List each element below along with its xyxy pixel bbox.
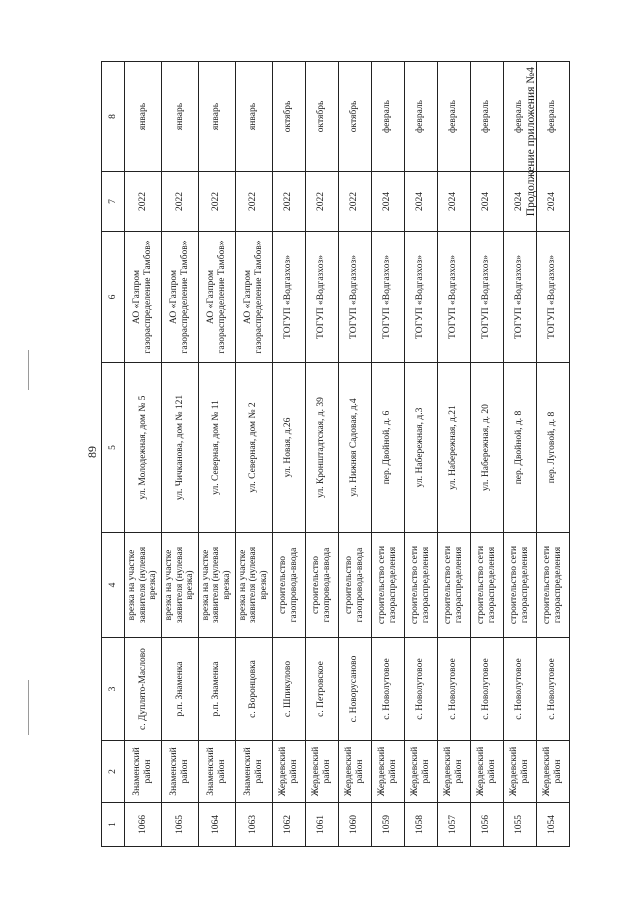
row-number-cell: 1063 <box>235 803 272 847</box>
document-page <box>85 57 563 847</box>
row-number-cell: 1059 <box>371 803 404 847</box>
table-row <box>404 62 437 847</box>
settlement-cell: с. Новолутовое <box>371 638 404 741</box>
table-row <box>470 62 503 847</box>
organization-cell: ТОГУП «Водгазхоз» <box>503 232 536 363</box>
settlement-cell: с. Воронцовка <box>235 638 272 741</box>
year-cell: 2022 <box>125 172 162 232</box>
year-cell: 2022 <box>161 172 198 232</box>
address-cell: пер. Двойной, д. 8 <box>503 363 536 533</box>
year-cell: 2022 <box>338 172 371 232</box>
settlement-cell: с. Новолутовое <box>536 638 569 741</box>
organization-cell: ТОГУП «Водгазхоз» <box>470 232 503 363</box>
district-cell: Знаменский район <box>125 741 162 803</box>
page-number: 89 <box>85 446 99 458</box>
month-cell: январь <box>198 62 235 172</box>
table-row <box>272 62 305 847</box>
month-cell: январь <box>161 62 198 172</box>
table-row <box>437 62 470 847</box>
month-cell: февраль <box>536 62 569 172</box>
work-type-cell: врезка на участке заявителя (нулевая врезка) <box>198 533 235 638</box>
row-number-cell: 1062 <box>272 803 305 847</box>
address-cell: ул. Северная, дом № 11 <box>198 363 235 533</box>
settlement-cell: с. Новолутовое <box>470 638 503 741</box>
month-cell: октябрь <box>305 62 338 172</box>
organization-cell: АО «Газпром газораспределение Тамбов» <box>235 232 272 363</box>
column-header: 4 <box>102 533 125 638</box>
work-type-cell: строительство газопровода-ввода <box>272 533 305 638</box>
column-header: 8 <box>102 62 125 172</box>
month-cell: февраль <box>404 62 437 172</box>
settlement-cell: с. Новолутовое <box>503 638 536 741</box>
district-cell: Жердевский район <box>536 741 569 803</box>
address-cell: ул. Набережная, д.3 <box>404 363 437 533</box>
year-cell: 2024 <box>404 172 437 232</box>
month-cell: февраль <box>371 62 404 172</box>
work-type-cell: строительство сети газораспределения <box>536 533 569 638</box>
work-type-cell: строительство сети газораспределения <box>371 533 404 638</box>
address-cell: ул. Кронштадтская, д. 39 <box>305 363 338 533</box>
column-header: 2 <box>102 741 125 803</box>
settlement-cell: р.п. Знаменка <box>198 638 235 741</box>
organization-cell: ТОГУП «Водгазхоз» <box>404 232 437 363</box>
organization-cell: ТОГУП «Водгазхоз» <box>305 232 338 363</box>
year-cell: 2022 <box>235 172 272 232</box>
district-cell: Жердевский район <box>437 741 470 803</box>
organization-cell: ТОГУП «Водгазхоз» <box>371 232 404 363</box>
table-row <box>371 62 404 847</box>
work-type-cell: строительство сети газораспределения <box>470 533 503 638</box>
work-type-cell: врезка на участке заявителя (нулевая врезка) <box>235 533 272 638</box>
year-cell: 2024 <box>503 172 536 232</box>
table-row <box>125 62 162 847</box>
district-cell: Жердевский район <box>371 741 404 803</box>
organization-cell: АО «Газпром газораспределение Тамбов» <box>161 232 198 363</box>
row-number-cell: 1064 <box>198 803 235 847</box>
row-number-cell: 1054 <box>536 803 569 847</box>
row-number-cell: 1065 <box>161 803 198 847</box>
month-cell: февраль <box>503 62 536 172</box>
organization-cell: ТОГУП «Водгазхоз» <box>272 232 305 363</box>
address-cell: ул. Нижняя Садовая, д.4 <box>338 363 371 533</box>
row-number-cell: 1060 <box>338 803 371 847</box>
district-cell: Жердевский район <box>470 741 503 803</box>
row-number-cell: 1057 <box>437 803 470 847</box>
year-cell: 2024 <box>470 172 503 232</box>
address-cell: ул. Северная, дом № 2 <box>235 363 272 533</box>
work-type-cell: строительство газопровода-ввода <box>305 533 338 638</box>
row-number-cell: 1066 <box>125 803 162 847</box>
work-type-cell: врезка на участке заявителя (нулевая врезка) <box>125 533 162 638</box>
address-cell: ул. Молодежная, дом № 5 <box>125 363 162 533</box>
organization-cell: АО «Газпром газораспределение Тамбов» <box>198 232 235 363</box>
year-cell: 2024 <box>437 172 470 232</box>
month-cell: октябрь <box>272 62 305 172</box>
settlement-cell: с. Новолутовое <box>437 638 470 741</box>
scan-mark <box>28 350 29 390</box>
month-cell: октябрь <box>338 62 371 172</box>
district-cell: Знаменский район <box>198 741 235 803</box>
district-cell: Жердевский район <box>404 741 437 803</box>
settlement-cell: с. Дуплято-Маслово <box>125 638 162 741</box>
year-cell: 2022 <box>272 172 305 232</box>
district-cell: Жердевский район <box>503 741 536 803</box>
table-row <box>198 62 235 847</box>
year-cell: 2022 <box>198 172 235 232</box>
column-header: 5 <box>102 363 125 533</box>
table-row <box>536 62 569 847</box>
organization-cell: ТОГУП «Водгазхоз» <box>338 232 371 363</box>
work-type-cell: строительство сети газораспределения <box>404 533 437 638</box>
column-header: 7 <box>102 172 125 232</box>
address-cell: ул. Чичканова, дом № 121 <box>161 363 198 533</box>
settlement-cell: р.п. Знаменка <box>161 638 198 741</box>
settlement-cell: с. Новорусаново <box>338 638 371 741</box>
month-cell: январь <box>235 62 272 172</box>
work-type-cell: строительство сети газораспределения <box>437 533 470 638</box>
month-cell: февраль <box>437 62 470 172</box>
table-row <box>305 62 338 847</box>
month-cell: февраль <box>470 62 503 172</box>
scan-mark <box>28 680 29 735</box>
year-cell: 2024 <box>536 172 569 232</box>
column-header: 1 <box>102 803 125 847</box>
header-row <box>102 62 125 847</box>
month-cell: январь <box>125 62 162 172</box>
work-type-cell: врезка на участке заявителя (нулевая врезка) <box>161 533 198 638</box>
table-row <box>161 62 198 847</box>
table-row <box>338 62 371 847</box>
row-number-cell: 1058 <box>404 803 437 847</box>
organization-cell: АО «Газпром газораспределение Тамбов» <box>125 232 162 363</box>
organization-cell: ТОГУП «Водгазхоз» <box>536 232 569 363</box>
address-cell: пер. Луговой, д. 8 <box>536 363 569 533</box>
district-cell: Жердевский район <box>305 741 338 803</box>
row-number-cell: 1055 <box>503 803 536 847</box>
settlement-cell: с. Шпикулово <box>272 638 305 741</box>
address-cell: ул. Набережная, д. 20 <box>470 363 503 533</box>
organization-cell: ТОГУП «Водгазхоз» <box>437 232 470 363</box>
district-cell: Знаменский район <box>161 741 198 803</box>
row-number-cell: 1056 <box>470 803 503 847</box>
district-cell: Жердевский район <box>272 741 305 803</box>
table-row <box>235 62 272 847</box>
address-cell: ул. Новая, д.26 <box>272 363 305 533</box>
appendix-caption: Продолжение приложения №4 <box>525 67 537 217</box>
table-body <box>102 62 570 847</box>
settlement-cell: с. Новолутовое <box>404 638 437 741</box>
district-cell: Знаменский район <box>235 741 272 803</box>
column-header: 6 <box>102 232 125 363</box>
row-number-cell: 1061 <box>305 803 338 847</box>
year-cell: 2024 <box>371 172 404 232</box>
address-cell: ул. Набережная, д.21 <box>437 363 470 533</box>
column-header: 3 <box>102 638 125 741</box>
work-type-cell: строительство газопровода-ввода <box>338 533 371 638</box>
year-cell: 2022 <box>305 172 338 232</box>
work-type-cell: строительство сети газораспределения <box>503 533 536 638</box>
district-cell: Жердевский район <box>338 741 371 803</box>
register-table <box>101 61 570 847</box>
address-cell: пер. Двойной, д. 6 <box>371 363 404 533</box>
settlement-cell: с. Петровское <box>305 638 338 741</box>
